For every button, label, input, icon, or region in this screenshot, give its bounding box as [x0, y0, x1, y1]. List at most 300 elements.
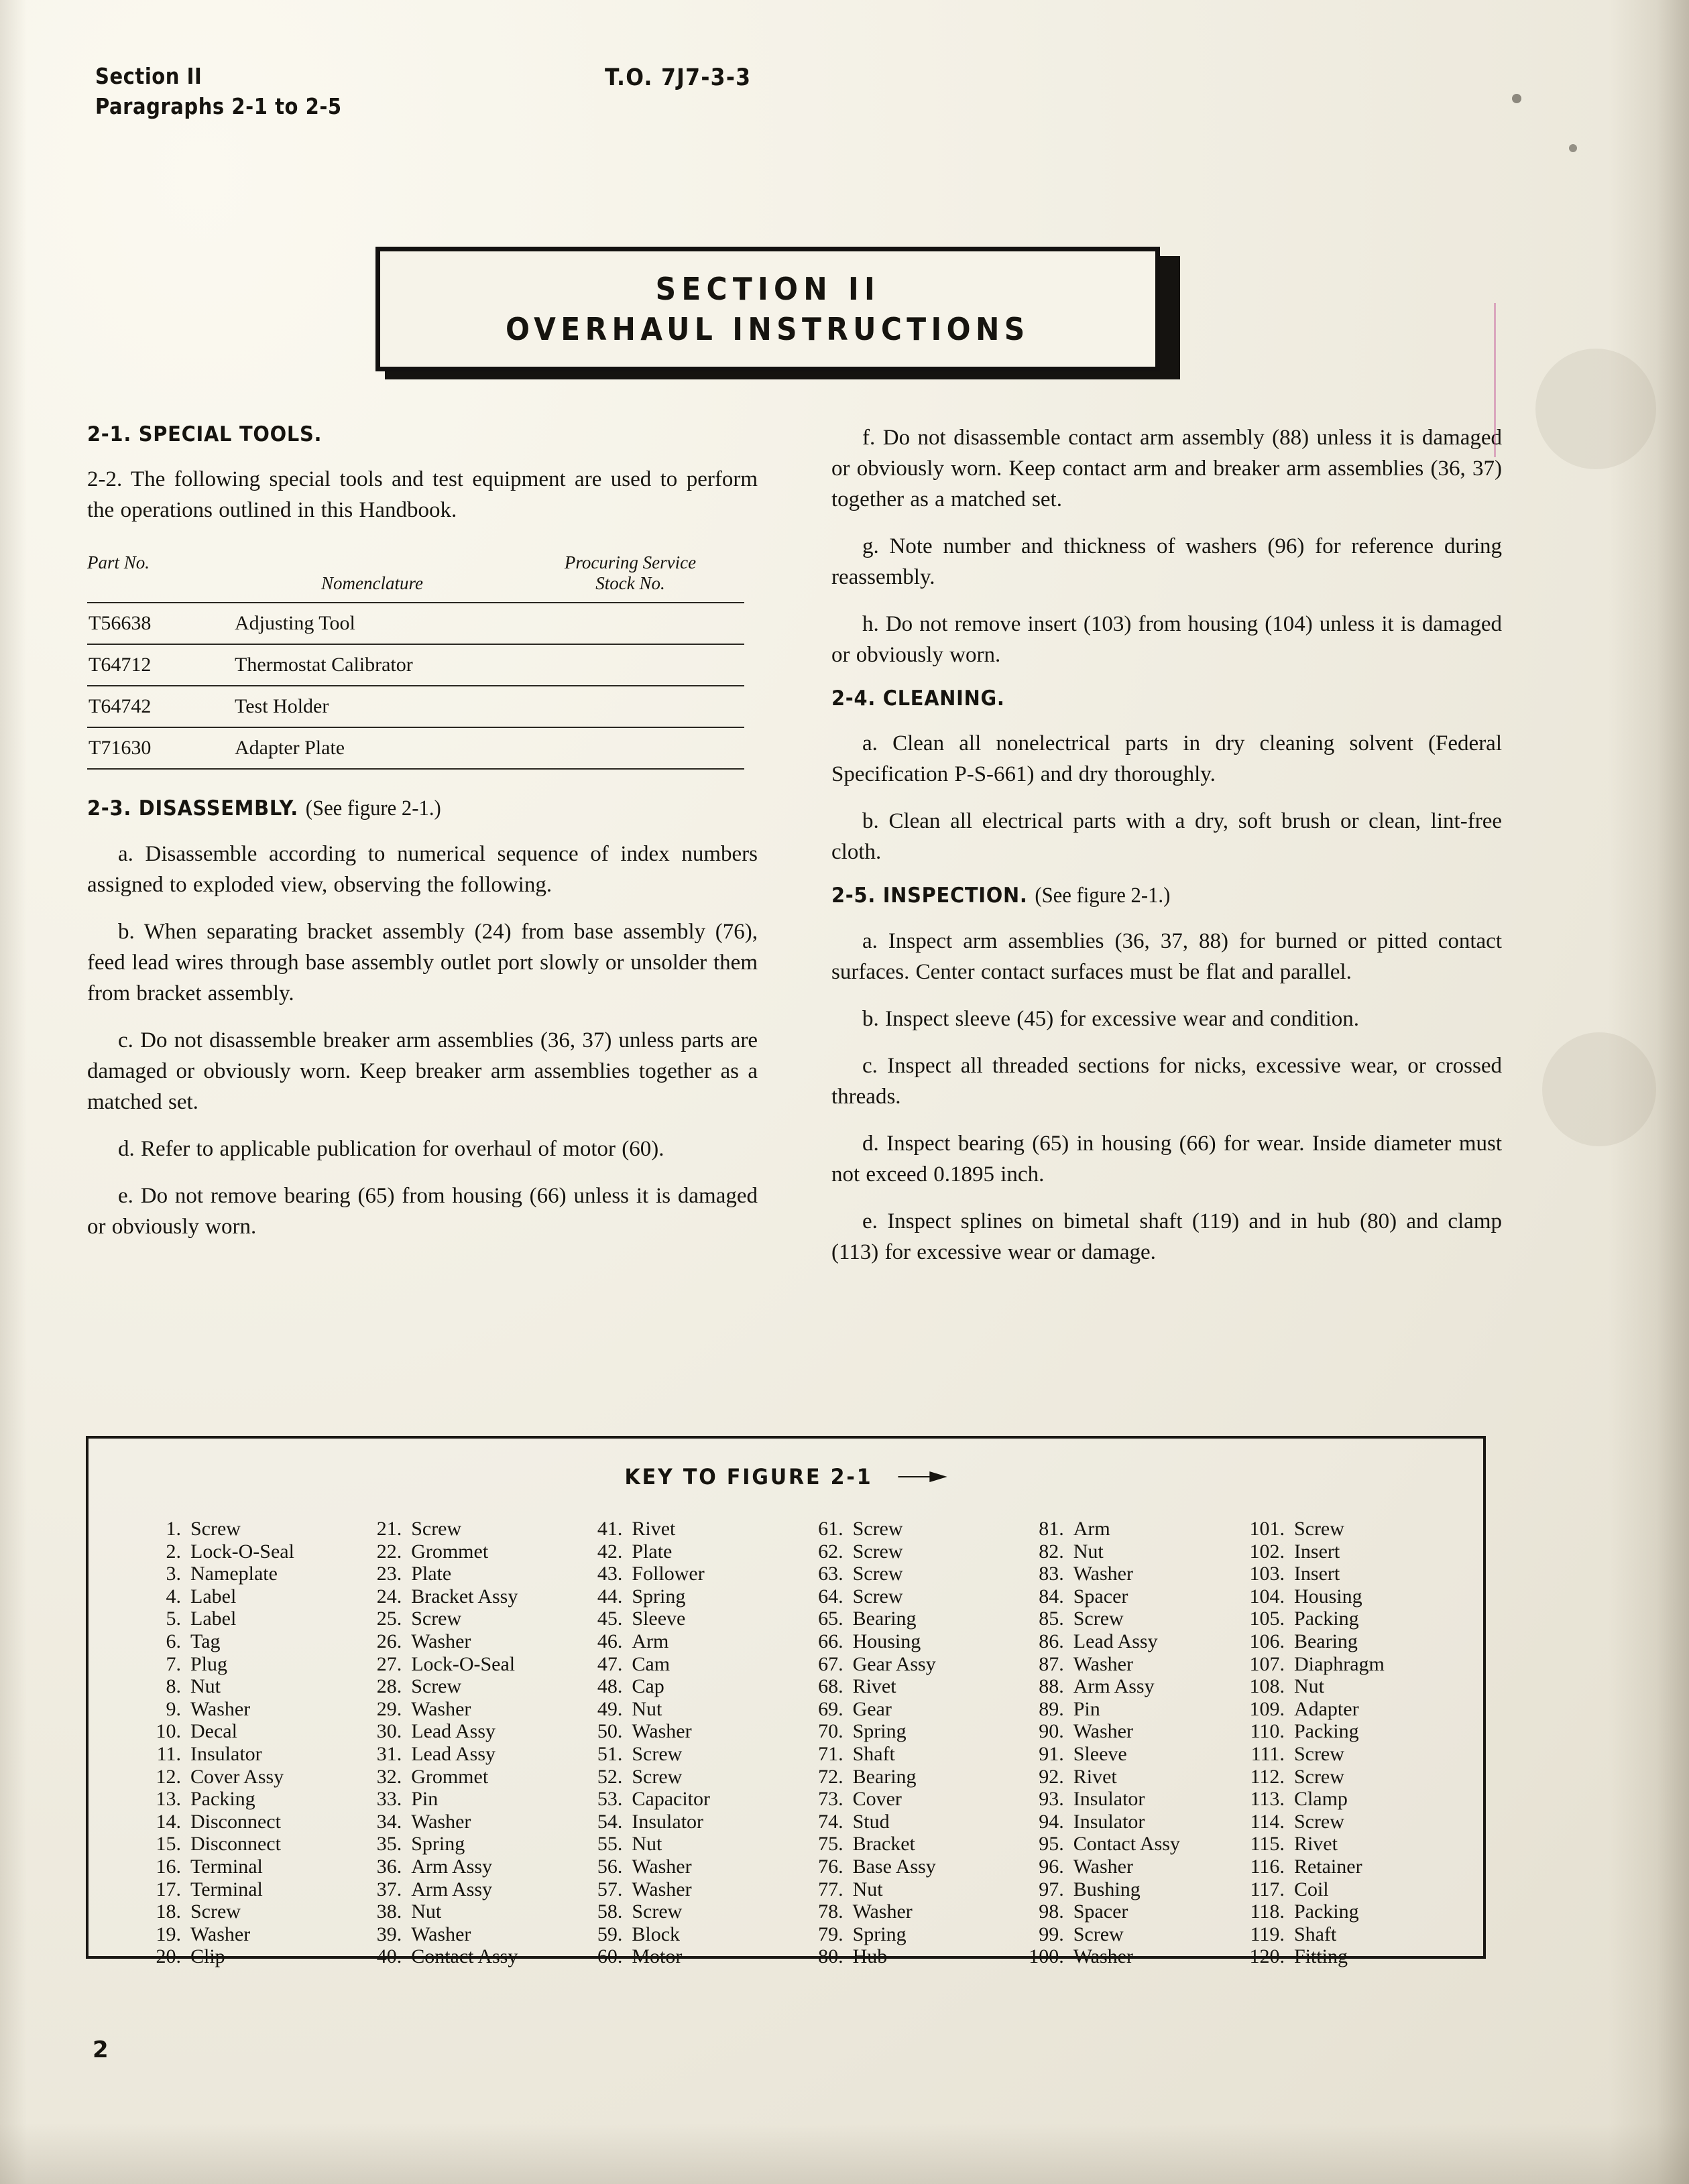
key-item-label: Nut — [1073, 1540, 1104, 1563]
key-item-number: 39. — [376, 1923, 402, 1945]
list-item — [125, 1923, 339, 1946]
key-item-number: 84. — [1039, 1585, 1064, 1607]
key-item-label: Shaft — [1293, 1923, 1337, 1945]
list-item — [1228, 1900, 1443, 1923]
list-item — [125, 1743, 339, 1766]
key-item-label: Diaphragm — [1293, 1652, 1385, 1675]
key-item-label: Housing — [852, 1630, 921, 1652]
key-item-label: Rivet — [632, 1518, 676, 1540]
list-item — [345, 1878, 560, 1901]
key-item-label: Bracket Assy — [411, 1585, 518, 1607]
tools-stock-no — [516, 603, 744, 644]
key-item-number: 28. — [376, 1675, 402, 1698]
list-item — [345, 1540, 560, 1563]
list-item — [566, 1945, 780, 1968]
key-item-number: 3. — [166, 1563, 181, 1585]
paragraph-2-5-c: c. Inspect all threaded sections for nicks, excessive wear, or crossed threads. — [831, 1054, 1502, 1109]
key-item-number: 55. — [597, 1833, 623, 1856]
list-item — [125, 1720, 339, 1743]
key-item-label: Grommet — [411, 1765, 489, 1788]
key-item-label: Cover Assy — [190, 1765, 284, 1788]
key-item-number: 8. — [166, 1675, 181, 1698]
paragraph-2-5-d: d. Inspect bearing (65) in housing (66) for wear. Inside diameter must not exceed 0.1895 inch. — [831, 1132, 1502, 1187]
key-item-label: Screw — [411, 1607, 462, 1630]
key-item-number: 89. — [1039, 1697, 1064, 1720]
list-item — [1228, 1675, 1443, 1698]
key-item-number: 102. — [1249, 1540, 1285, 1563]
key-item-number: 58. — [597, 1900, 623, 1923]
key-to-figure-title-text: KEY TO FIGURE 2-1 — [624, 1464, 873, 1490]
key-item-label: Gear — [852, 1697, 892, 1720]
list-item — [1008, 1766, 1222, 1788]
list-item — [787, 1720, 1002, 1743]
key-item-number: 90. — [1039, 1720, 1064, 1743]
list-item — [1008, 1607, 1222, 1630]
key-item-label: Spring — [852, 1923, 907, 1945]
key-item-label: Lead Assy — [411, 1720, 496, 1743]
key-item-number: 76. — [818, 1855, 843, 1878]
tools-table-header-row — [87, 546, 744, 603]
key-item-label: Cam — [632, 1652, 671, 1675]
key-item-label: Arm Assy — [411, 1878, 493, 1900]
list-item — [566, 1653, 780, 1676]
key-item-number: 19. — [156, 1923, 181, 1945]
key-item-label: Washer — [632, 1878, 692, 1900]
key-item-number: 62. — [818, 1540, 843, 1563]
key-item-label: Nut — [632, 1697, 662, 1720]
key-item-number: 5. — [166, 1607, 181, 1630]
key-item-number: 59. — [597, 1923, 623, 1945]
key-item-number: 82. — [1039, 1540, 1064, 1563]
list-item — [1008, 1585, 1222, 1608]
key-item-label: Plug — [190, 1652, 228, 1675]
key-item-number: 43. — [597, 1563, 623, 1585]
key-item-number: 108. — [1249, 1675, 1285, 1698]
key-item-label: Terminal — [190, 1855, 263, 1878]
list-item — [1008, 1945, 1222, 1968]
page-edge-shadow-right — [1609, 0, 1689, 2184]
table-row — [87, 686, 744, 727]
key-item-label: Packing — [190, 1788, 255, 1811]
header-left — [95, 62, 342, 121]
key-item-number: 88. — [1039, 1675, 1064, 1698]
list-item — [1008, 1811, 1222, 1833]
tools-col-part-no: Part No. — [87, 552, 150, 572]
list-item — [1008, 1923, 1222, 1946]
banner-line-1: SECTION II — [655, 271, 880, 307]
list-item — [1008, 1788, 1222, 1811]
list-item — [345, 1900, 560, 1923]
key-item-number: 29. — [376, 1697, 402, 1720]
tools-col-stock-no — [516, 546, 744, 603]
key-column-6 — [1228, 1518, 1443, 1968]
key-item-label: Stud — [852, 1810, 890, 1833]
key-item-number: 104. — [1249, 1585, 1285, 1607]
list-item — [1228, 1540, 1443, 1563]
heading-2-3-see-figure: (See figure 2-1.) — [305, 796, 441, 821]
key-item-label: Washer — [190, 1923, 251, 1945]
key-item-number: 22. — [376, 1540, 402, 1563]
list-item — [566, 1766, 780, 1788]
key-item-number: 74. — [818, 1810, 843, 1833]
key-item-label: Washer — [1073, 1945, 1133, 1968]
key-item-number: 71. — [818, 1742, 843, 1765]
key-item-label: Rivet — [1293, 1833, 1338, 1856]
key-item-label: Lead Assy — [411, 1742, 496, 1765]
list-item — [787, 1743, 1002, 1766]
key-item-label: Shaft — [852, 1742, 895, 1765]
key-column-1 — [125, 1518, 339, 1968]
key-item-label: Follower — [632, 1563, 705, 1585]
list-item — [787, 1518, 1002, 1540]
tools-nomenclature: Test Holder — [228, 686, 516, 727]
heading-2-5-label: 2-5. INSPECTION. — [831, 884, 1028, 908]
key-item-number: 64. — [818, 1585, 843, 1607]
list-item — [1228, 1563, 1443, 1585]
list-item — [1008, 1720, 1222, 1743]
key-item-label: Screw — [632, 1765, 683, 1788]
key-item-label: Bushing — [1073, 1878, 1141, 1900]
list-item — [1008, 1856, 1222, 1878]
key-item-label: Screw — [411, 1518, 462, 1540]
list-item — [787, 1945, 1002, 1968]
key-item-label: Cap — [632, 1675, 664, 1698]
key-item-number: 31. — [376, 1742, 402, 1765]
key-item-number: 9. — [166, 1697, 181, 1720]
key-item-number: 13. — [156, 1788, 181, 1811]
key-item-label: Arm — [1073, 1518, 1110, 1540]
key-item-label: Washer — [632, 1720, 692, 1743]
key-item-number: 54. — [597, 1810, 623, 1833]
list-item — [125, 1788, 339, 1811]
key-item-number: 4. — [166, 1585, 181, 1607]
tools-col-stock-no-line2: Stock No. — [595, 573, 665, 593]
list-item — [1228, 1878, 1443, 1901]
key-item-number: 110. — [1250, 1720, 1285, 1743]
list-item — [1008, 1630, 1222, 1653]
key-item-label: Screw — [190, 1518, 241, 1540]
key-item-number: 114. — [1250, 1810, 1285, 1833]
list-item — [345, 1653, 560, 1676]
key-item-label: Pin — [411, 1788, 439, 1811]
key-item-number: 60. — [597, 1945, 623, 1968]
list-item — [125, 1811, 339, 1833]
key-item-label: Bearing — [1293, 1630, 1358, 1652]
key-item-number: 47. — [597, 1652, 623, 1675]
key-item-number: 83. — [1039, 1563, 1064, 1585]
key-item-number: 109. — [1249, 1697, 1285, 1720]
list-item — [345, 1788, 560, 1811]
key-item-number: 75. — [818, 1833, 843, 1856]
key-item-number: 80. — [818, 1945, 843, 1968]
key-item-number: 17. — [156, 1878, 181, 1900]
list-item — [787, 1878, 1002, 1901]
list-item — [787, 1607, 1002, 1630]
tools-stock-no — [516, 644, 744, 686]
key-item-number: 30. — [376, 1720, 402, 1743]
list-item — [125, 1698, 339, 1721]
key-item-label: Washer — [632, 1855, 692, 1878]
list-item — [125, 1630, 339, 1653]
paragraph-2-3-d: d. Refer to applicable publication for overhaul of motor (60). — [118, 1137, 664, 1161]
key-item-label: Spacer — [1073, 1585, 1128, 1607]
key-item-number: 85. — [1039, 1607, 1064, 1630]
list-item — [125, 1585, 339, 1608]
paragraph-2-3-c: c. Do not disassemble breaker arm assemblies (36, 37) unless parts are damaged or obviously worn. Keep breaker arm assemblies together as a matched set. — [87, 1028, 758, 1114]
key-item-number: 120. — [1249, 1945, 1285, 1968]
key-item-label: Washer — [1073, 1720, 1133, 1743]
right-arrow-icon — [898, 1465, 947, 1491]
list-item — [1228, 1653, 1443, 1676]
key-column-4 — [787, 1518, 1002, 1968]
key-item-number: 112. — [1250, 1765, 1285, 1788]
key-item-number: 51. — [597, 1742, 623, 1765]
list-item — [125, 1766, 339, 1788]
key-item-label: Screw — [1293, 1518, 1344, 1540]
list-item — [1228, 1766, 1443, 1788]
paragraph-2-5-a: a. Inspect arm assemblies (36, 37, 88) for burned or pitted contact surfaces. Center contact surfaces must be flat and parallel. — [831, 929, 1502, 984]
list-item — [566, 1878, 780, 1901]
list-item — [787, 1923, 1002, 1946]
list-item — [566, 1833, 780, 1856]
key-item-number: 98. — [1039, 1900, 1064, 1923]
key-item-label: Coil — [1293, 1878, 1329, 1900]
page-header — [95, 62, 1597, 121]
key-item-number: 37. — [376, 1878, 402, 1900]
key-item-number: 42. — [597, 1540, 623, 1563]
list-item — [787, 1540, 1002, 1563]
list-item — [125, 1607, 339, 1630]
key-item-label: Washer — [411, 1697, 471, 1720]
list-item — [125, 1518, 339, 1540]
key-item-label: Clamp — [1293, 1788, 1348, 1811]
tools-table-body — [87, 603, 744, 769]
key-item-number: 100. — [1029, 1945, 1064, 1968]
key-item-number: 66. — [818, 1630, 843, 1652]
key-item-label: Screw — [852, 1540, 903, 1563]
key-item-number: 70. — [818, 1720, 843, 1743]
list-item — [1008, 1563, 1222, 1585]
key-item-label: Bearing — [852, 1607, 917, 1630]
tools-part-no: T71630 — [87, 727, 228, 769]
list-item — [1008, 1540, 1222, 1563]
list-item — [345, 1923, 560, 1946]
key-item-label: Screw — [852, 1563, 903, 1585]
key-item-number: 65. — [818, 1607, 843, 1630]
key-item-label: Insulator — [632, 1810, 704, 1833]
key-item-label: Packing — [1293, 1900, 1359, 1923]
key-item-number: 11. — [156, 1742, 181, 1765]
paragraph-2-3-e: e. Do not remove bearing (65) from housing (66) unless it is damaged or obviously worn. — [87, 1184, 758, 1239]
key-item-number: 34. — [376, 1810, 402, 1833]
list-item — [566, 1698, 780, 1721]
key-item-label: Bracket — [852, 1833, 915, 1856]
key-item-label: Nut — [411, 1900, 442, 1923]
paragraph-2-3-b: b. When separating bracket assembly (24) from base assembly (76), feed lead wires through base assembly outlet port slowly or unsolder them from bracket assembly. — [87, 920, 758, 1006]
paragraph-2-3-f: f. Do not disassemble contact arm assembly (88) unless it is damaged or obviously worn. Keep contact arm and breaker arm assemblies (36, 37) together as a matched set. — [831, 426, 1502, 511]
key-item-label: Bearing — [852, 1765, 917, 1788]
key-item-number: 44. — [597, 1585, 623, 1607]
list-item — [566, 1856, 780, 1878]
list-item — [1008, 1675, 1222, 1698]
key-item-number: 81. — [1039, 1518, 1064, 1540]
key-item-label: Insert — [1293, 1540, 1340, 1563]
key-item-number: 101. — [1249, 1518, 1285, 1540]
header-to-number: T.O. 7J7-3-3 — [605, 64, 752, 91]
list-item — [1228, 1833, 1443, 1856]
key-item-label: Terminal — [190, 1878, 263, 1900]
key-item-label: Screw — [632, 1900, 683, 1923]
heading-2-4-cleaning: 2-4. CLEANING. — [831, 686, 1005, 711]
list-item — [125, 1563, 339, 1585]
list-item — [566, 1630, 780, 1653]
key-item-number: 40. — [376, 1945, 402, 1968]
scan-speck — [1512, 94, 1521, 103]
key-item-label: Clip — [190, 1945, 225, 1968]
key-item-label: Screw — [411, 1675, 462, 1698]
key-item-label: Washer — [852, 1900, 913, 1923]
key-item-label: Insert — [1293, 1563, 1340, 1585]
list-item — [787, 1585, 1002, 1608]
tools-col-nomenclature-label: Nomenclature — [321, 573, 423, 593]
key-item-number: 50. — [597, 1720, 623, 1743]
key-item-number: 10. — [156, 1720, 181, 1743]
key-item-number: 79. — [818, 1923, 843, 1945]
left-column — [87, 422, 758, 1258]
heading-2-3-disassembly — [87, 796, 711, 821]
list-item — [345, 1630, 560, 1653]
key-item-label: Screw — [1293, 1742, 1344, 1765]
key-item-number: 73. — [818, 1788, 843, 1811]
page-number: 2 — [93, 2037, 109, 2063]
key-columns — [89, 1491, 1483, 1968]
scan-speck — [1569, 144, 1577, 152]
key-item-label: Nut — [1293, 1675, 1324, 1698]
key-item-number: 57. — [597, 1878, 623, 1900]
key-item-number: 105. — [1249, 1607, 1285, 1630]
key-item-label: Screw — [852, 1518, 903, 1540]
key-item-number: 96. — [1039, 1855, 1064, 1878]
list-item — [345, 1766, 560, 1788]
tools-stock-no — [516, 727, 744, 769]
paragraph-2-2: 2-2. The following special tools and test equipment are used to perform the operations outlined in this Handbook. — [87, 467, 758, 522]
key-item-label: Screw — [1073, 1923, 1124, 1945]
key-item-number: 69. — [818, 1697, 843, 1720]
key-item-number: 20. — [156, 1945, 181, 1968]
list-item — [125, 1878, 339, 1901]
key-item-number: 93. — [1039, 1788, 1064, 1811]
list-item — [125, 1675, 339, 1698]
key-item-number: 48. — [597, 1675, 623, 1698]
banner-box — [375, 247, 1160, 371]
page-edge-shadow-bottom — [0, 2124, 1689, 2184]
key-item-label: Washer — [1073, 1652, 1133, 1675]
key-item-number: 6. — [166, 1630, 181, 1652]
table-row — [87, 644, 744, 686]
key-item-label: Capacitor — [632, 1788, 710, 1811]
key-item-label: Lock-O-Seal — [190, 1540, 294, 1563]
key-item-label: Screw — [632, 1742, 683, 1765]
list-item — [1228, 1720, 1443, 1743]
key-item-label: Fitting — [1293, 1945, 1348, 1968]
key-item-number: 49. — [597, 1697, 623, 1720]
key-item-label: Washer — [411, 1923, 471, 1945]
key-item-number: 103. — [1249, 1563, 1285, 1585]
key-item-number: 32. — [376, 1765, 402, 1788]
key-item-label: Retainer — [1293, 1855, 1362, 1878]
key-item-number: 18. — [156, 1900, 181, 1923]
key-item-number: 92. — [1039, 1765, 1064, 1788]
list-item — [566, 1675, 780, 1698]
key-item-number: 106. — [1249, 1630, 1285, 1652]
paragraph-2-3-a: a. Disassemble according to numerical sequence of index numbers assigned to exploded view, observing the following. — [87, 842, 758, 897]
list-item — [566, 1900, 780, 1923]
heading-2-3-label: 2-3. DISASSEMBLY. — [87, 796, 298, 821]
paragraph-2-3-g: g. Note number and thickness of washers (96) for reference during reassembly. — [831, 534, 1502, 589]
list-item — [125, 1540, 339, 1563]
key-item-number: 45. — [597, 1607, 623, 1630]
key-item-number: 38. — [376, 1900, 402, 1923]
list-item — [125, 1900, 339, 1923]
key-item-label: Spring — [852, 1720, 907, 1743]
list-item — [1008, 1698, 1222, 1721]
key-item-label: Spring — [632, 1585, 686, 1607]
paragraph-2-5-b: b. Inspect sleeve (45) for excessive wear and condition. — [862, 1007, 1360, 1031]
heading-2-5-inspection — [831, 884, 1455, 908]
key-item-label: Rivet — [852, 1675, 896, 1698]
key-item-number: 26. — [376, 1630, 402, 1652]
list-item — [566, 1788, 780, 1811]
tools-nomenclature: Adjusting Tool — [228, 603, 516, 644]
list-item — [345, 1607, 560, 1630]
key-column-3 — [566, 1518, 780, 1968]
list-item — [566, 1563, 780, 1585]
list-item — [1228, 1923, 1443, 1946]
key-item-number: 53. — [597, 1788, 623, 1811]
list-item — [345, 1743, 560, 1766]
heading-2-1-special-tools: 2-1. SPECIAL TOOLS. — [87, 422, 323, 446]
key-item-label: Label — [190, 1607, 237, 1630]
key-item-label: Tag — [190, 1630, 221, 1652]
tools-part-no: T56638 — [87, 603, 228, 644]
key-item-label: Arm Assy — [1073, 1675, 1155, 1698]
list-item — [787, 1900, 1002, 1923]
list-item — [566, 1743, 780, 1766]
key-item-number: 118. — [1250, 1900, 1285, 1923]
key-item-number: 72. — [818, 1765, 843, 1788]
key-item-number: 99. — [1039, 1923, 1064, 1945]
key-item-number: 1. — [166, 1518, 181, 1540]
key-item-number: 52. — [597, 1765, 623, 1788]
tools-nomenclature: Adapter Plate — [228, 727, 516, 769]
paragraph-2-4-a: a. Clean all nonelectrical parts in dry cleaning solvent (Federal Specification P-S-661) and dry thoroughly. — [831, 731, 1502, 786]
key-item-label: Decal — [190, 1720, 237, 1743]
key-item-label: Lead Assy — [1073, 1630, 1158, 1652]
key-item-number: 25. — [376, 1607, 402, 1630]
page-edge-shadow-left — [0, 0, 27, 2184]
list-item — [345, 1720, 560, 1743]
key-item-number: 119. — [1250, 1923, 1285, 1945]
list-item — [1228, 1518, 1443, 1540]
list-item — [125, 1833, 339, 1856]
key-item-label: Arm — [632, 1630, 669, 1652]
key-item-number: 16. — [156, 1855, 181, 1878]
tools-col-nomenclature — [228, 546, 516, 603]
list-item — [345, 1945, 560, 1968]
key-item-number: 78. — [818, 1900, 843, 1923]
key-item-label: Washer — [411, 1630, 471, 1652]
list-item — [787, 1698, 1002, 1721]
